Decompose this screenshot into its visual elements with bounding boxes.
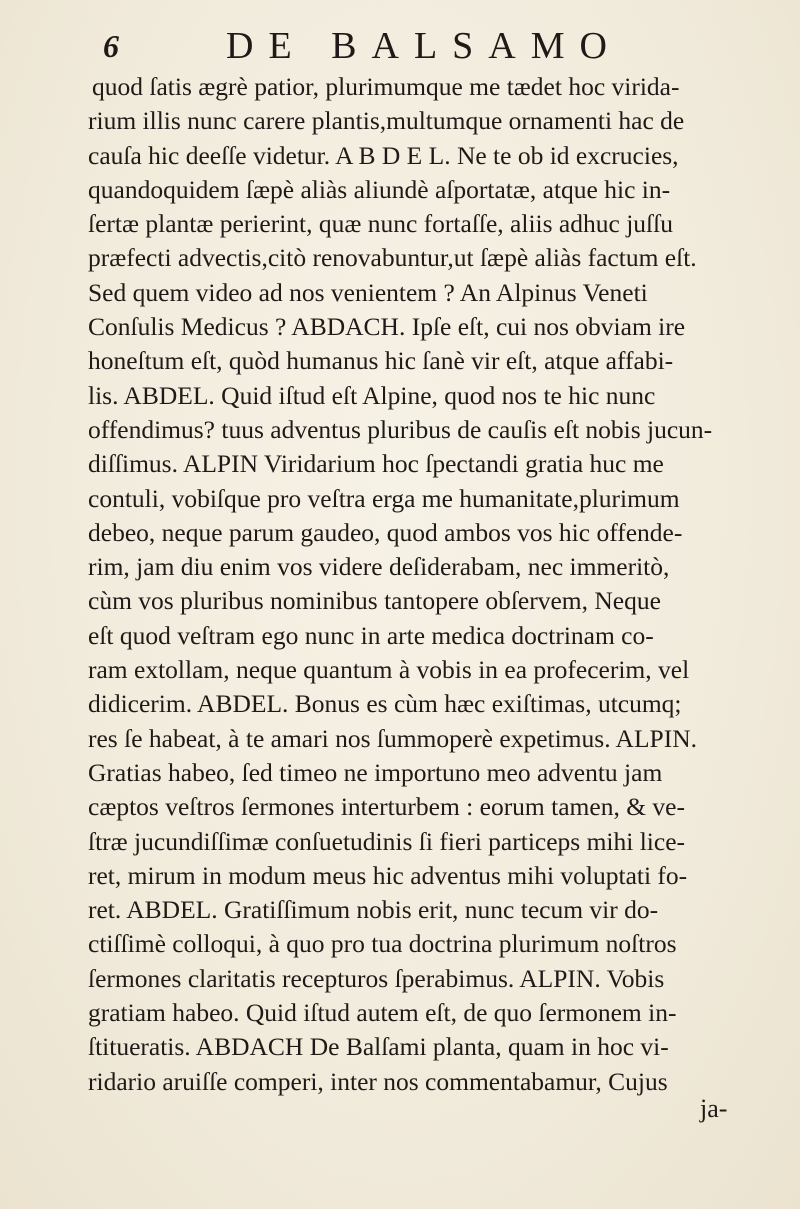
text-line: rium illis nunc carere plantis,multumque ornamenti hac de [88,106,685,136]
text-line: ſtitueratis. ABDACH De Balſami planta, quam in hoc vi- [88,1032,669,1062]
text-line: honeſtum eſt, quòd humanus hic ſanè vir eſt, atque affabi- [88,346,674,376]
text-line: Gratias habeo, ſed timeo ne importuno meo adventu jam [88,757,663,787]
text-line: cùm vos pluribus nominibus tantopere obſervem, Neque [88,586,661,616]
text-line: ctiſſimè colloqui, à quo pro tua doctrina plurimum noſtros [88,929,677,959]
text-line: ſermones claritatis recepturos ſperabimus. ALPIN. Vobis [88,963,665,993]
text-line: cauſa hic deeſſe videtur. A B D E L. Ne te ob id excrucies, [88,140,679,170]
text-line: præfecti advectis,citò renovabuntur,ut ſæpè aliàs factum eſt. [88,243,697,273]
text-line: ſertæ plantæ perierint, quæ nunc fortaſſe, aliis adhuc juſſu [88,209,673,239]
text-line: ret, mirum in modum meus hic adventus mihi voluptati fo- [88,860,688,890]
text-line: res ſe habeat, à te amari nos ſummoperè expetimus. ALPIN. [88,723,697,753]
text-line: gratiam habeo. Quid iſtud autem eſt, de quo ſermonem in- [88,998,677,1028]
catchword: ja- [700,1094,728,1123]
text-line: contuli, vobiſque pro veſtra erga me humanitate,plurimum [88,483,680,513]
text-line: rim, jam diu enim vos videre deſiderabam, nec immeritò, [88,552,670,582]
body-text [88,70,788,1099]
text-line: Sed quem video ad nos venientem ? An Alpinus Veneti [88,277,648,307]
text-line: diſſimus. ALPIN Viridarium hoc ſpectandi gratia huc me [88,449,664,479]
text-line: quod ſatis ægrè patior, plurimumque me tædet hoc virida- [92,72,680,101]
running-head: DE BALSAMO [226,25,622,67]
text-line: lis. ABDEL. Quid iſtud eſt Alpine, quod nos te hic nunc [88,380,656,410]
text-line: ridario aruiſſe comperi, inter nos commentabamur, Cujus [88,1066,668,1096]
text-line: quandoquidem ſæpè aliàs aliundè aſportatæ, atque hic in- [88,174,671,204]
page-header [0,22,800,72]
text-line: eſt quod veſtram ego nunc in arte medica doctrinam co- [88,620,654,650]
text-line: offendimus? tuus adventus pluribus de cauſis eſt nobis jucun- [88,414,713,444]
text-line: cæptos veſtros ſermones interturbem : eorum tamen, & ve- [88,792,685,822]
text-line: Conſulis Medicus ? ABDACH. Ipſe eſt, cui nos obviam ire [88,312,686,342]
text-line: debeo, neque parum gaudeo, quod ambos vos hic offende- [88,517,683,547]
text-line: didicerim. ABDEL. Bonus es cùm hæc exiſtimas, utcumq; [88,689,682,719]
text-line: ret. ABDEL. Gratiſſimum nobis erit, nunc tecum vir do- [88,895,659,925]
text-line: ſtræ jucundiſſimæ conſuetudinis ſi fieri particeps mihi lice- [88,826,686,856]
page-number: 6 [103,28,119,64]
text-line: ram extollam, neque quantum à vobis in ea profecerim, vel [88,655,690,685]
